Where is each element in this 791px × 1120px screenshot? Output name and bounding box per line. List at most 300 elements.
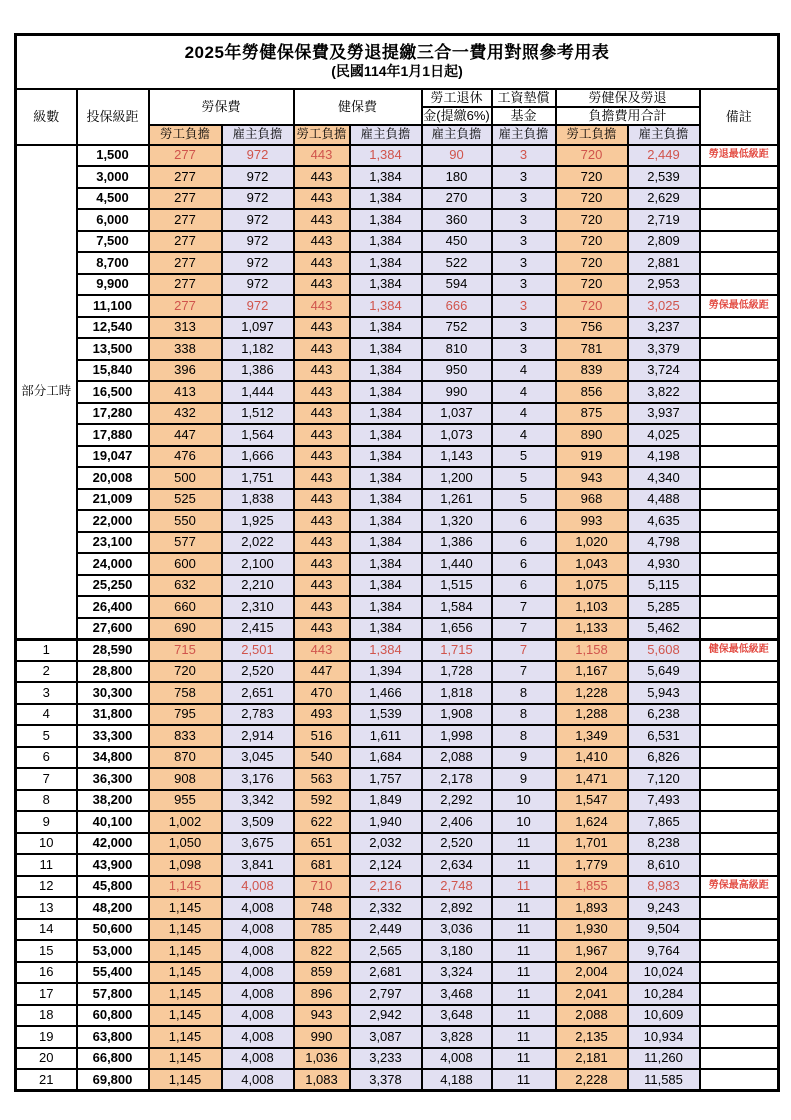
value-cell: 972	[222, 295, 294, 317]
value-cell: 2,520	[222, 661, 294, 683]
value-cell: 908	[149, 768, 222, 790]
table-row	[16, 682, 779, 704]
value-cell: 443	[294, 510, 350, 532]
table-row	[16, 768, 779, 790]
value-cell: 2,797	[350, 983, 422, 1005]
value-cell: 11	[492, 1026, 556, 1048]
value-cell: 943	[294, 1005, 350, 1027]
value-cell: 476	[149, 446, 222, 468]
value-cell: 443	[294, 209, 350, 231]
value-cell: 2,629	[628, 188, 700, 210]
value-cell: 870	[149, 747, 222, 769]
table-row	[16, 231, 779, 253]
value-cell: 450	[422, 231, 492, 253]
value-cell: 7,493	[628, 790, 700, 812]
value-cell: 1,728	[422, 661, 492, 683]
value-cell: 1,384	[350, 403, 422, 425]
value-cell: 856	[556, 381, 628, 403]
value-cell: 443	[294, 596, 350, 618]
value-cell: 1,779	[556, 854, 628, 876]
remark-cell	[700, 596, 779, 618]
value-cell: 11	[492, 833, 556, 855]
value-cell: 2,953	[628, 274, 700, 296]
subheader-total-employer: 雇主負擔	[628, 125, 700, 145]
value-cell: 1,838	[222, 489, 294, 511]
table-row	[16, 317, 779, 339]
value-cell: 2,501	[222, 639, 294, 661]
table-row	[16, 166, 779, 188]
value-cell: 2,210	[222, 575, 294, 597]
value-cell: 3	[492, 209, 556, 231]
value-cell: 1,515	[422, 575, 492, 597]
col-header-total-line2: 負擔費用合計	[556, 107, 700, 125]
value-cell: 968	[556, 489, 628, 511]
value-cell: 6,238	[628, 704, 700, 726]
value-cell: 443	[294, 403, 350, 425]
value-cell: 313	[149, 317, 222, 339]
value-cell: 443	[294, 317, 350, 339]
value-cell: 1,384	[350, 360, 422, 382]
value-cell: 1,384	[350, 188, 422, 210]
value-cell: 5,649	[628, 661, 700, 683]
value-cell: 1,384	[350, 596, 422, 618]
value-cell: 1,384	[350, 231, 422, 253]
bracket-cell: 3,000	[77, 166, 149, 188]
table-row	[16, 338, 779, 360]
value-cell: 3,237	[628, 317, 700, 339]
value-cell: 6	[492, 532, 556, 554]
value-cell: 752	[422, 317, 492, 339]
table-row	[16, 145, 779, 167]
value-cell: 1,384	[350, 553, 422, 575]
value-cell: 3	[492, 274, 556, 296]
table-row	[16, 510, 779, 532]
table-row	[16, 575, 779, 597]
value-cell: 1,002	[149, 811, 222, 833]
value-cell: 443	[294, 618, 350, 640]
value-cell: 972	[222, 209, 294, 231]
table-row	[16, 1048, 779, 1070]
value-cell: 622	[294, 811, 350, 833]
remark-cell	[700, 983, 779, 1005]
value-cell: 2,942	[350, 1005, 422, 1027]
value-cell: 594	[422, 274, 492, 296]
value-cell: 1,097	[222, 317, 294, 339]
value-cell: 493	[294, 704, 350, 726]
value-cell: 4,008	[422, 1048, 492, 1070]
bracket-cell: 9,900	[77, 274, 149, 296]
bracket-cell: 60,800	[77, 1005, 149, 1027]
value-cell: 1,145	[149, 962, 222, 984]
value-cell: 8,610	[628, 854, 700, 876]
value-cell: 10,609	[628, 1005, 700, 1027]
level-cell: 10	[16, 833, 77, 855]
level-cell: 7	[16, 768, 77, 790]
value-cell: 6	[492, 553, 556, 575]
bracket-cell: 17,280	[77, 403, 149, 425]
remark-cell	[700, 360, 779, 382]
value-cell: 5	[492, 446, 556, 468]
value-cell: 5,462	[628, 618, 700, 640]
value-cell: 4,008	[222, 1069, 294, 1091]
value-cell: 443	[294, 166, 350, 188]
value-cell: 360	[422, 209, 492, 231]
value-cell: 720	[556, 295, 628, 317]
subheader-li-employee: 勞工負擔	[149, 125, 222, 145]
value-cell: 1,512	[222, 403, 294, 425]
value-cell: 1,384	[350, 166, 422, 188]
value-cell: 5,943	[628, 682, 700, 704]
table-row	[16, 1069, 779, 1091]
value-cell: 3,342	[222, 790, 294, 812]
bracket-cell: 1,500	[77, 145, 149, 167]
value-cell: 2,100	[222, 553, 294, 575]
value-cell: 1,050	[149, 833, 222, 855]
bracket-cell: 13,500	[77, 338, 149, 360]
remark-cell	[700, 725, 779, 747]
value-cell: 2,914	[222, 725, 294, 747]
value-cell: 1,394	[350, 661, 422, 683]
value-cell: 11	[492, 940, 556, 962]
value-cell: 720	[556, 252, 628, 274]
value-cell: 11	[492, 1069, 556, 1091]
value-cell: 1,384	[350, 510, 422, 532]
value-cell: 1,701	[556, 833, 628, 855]
table-row	[16, 403, 779, 425]
table-row	[16, 725, 779, 747]
value-cell: 3	[492, 166, 556, 188]
value-cell: 11	[492, 854, 556, 876]
remark-cell	[700, 188, 779, 210]
value-cell: 2,181	[556, 1048, 628, 1070]
value-cell: 3	[492, 338, 556, 360]
value-cell: 10,934	[628, 1026, 700, 1048]
value-cell: 8	[492, 682, 556, 704]
value-cell: 1,320	[422, 510, 492, 532]
value-cell: 8,238	[628, 833, 700, 855]
value-cell: 4	[492, 424, 556, 446]
value-cell: 1,471	[556, 768, 628, 790]
value-cell: 563	[294, 768, 350, 790]
value-cell: 822	[294, 940, 350, 962]
value-cell: 2,415	[222, 618, 294, 640]
value-cell: 1,384	[350, 381, 422, 403]
table-row	[16, 188, 779, 210]
bracket-cell: 36,300	[77, 768, 149, 790]
remark-cell: 勞保最低級距	[700, 295, 779, 317]
header-row-groups	[16, 89, 779, 107]
value-cell: 8,983	[628, 876, 700, 898]
table-title-block	[16, 35, 779, 89]
table-row	[16, 811, 779, 833]
remark-cell	[700, 897, 779, 919]
value-cell: 1,384	[350, 209, 422, 231]
remark-cell	[700, 467, 779, 489]
bracket-cell: 17,880	[77, 424, 149, 446]
value-cell: 3,025	[628, 295, 700, 317]
value-cell: 1,849	[350, 790, 422, 812]
remark-cell	[700, 446, 779, 468]
value-cell: 1,384	[350, 639, 422, 661]
bracket-cell: 21,009	[77, 489, 149, 511]
remark-cell	[700, 704, 779, 726]
value-cell: 443	[294, 575, 350, 597]
bracket-cell: 48,200	[77, 897, 149, 919]
value-cell: 7,865	[628, 811, 700, 833]
table-row	[16, 639, 779, 661]
value-cell: 1,043	[556, 553, 628, 575]
col-header-pension-line2: 金(提繳6%)	[423, 107, 490, 123]
col-header-remark: 備註	[700, 89, 779, 145]
value-cell: 4	[492, 403, 556, 425]
level-cell: 4	[16, 704, 77, 726]
value-cell: 972	[222, 145, 294, 167]
value-cell: 3,180	[422, 940, 492, 962]
bracket-cell: 66,800	[77, 1048, 149, 1070]
value-cell: 3,324	[422, 962, 492, 984]
level-cell: 16	[16, 962, 77, 984]
value-cell: 338	[149, 338, 222, 360]
level-cell: 12	[16, 876, 77, 898]
value-cell: 890	[556, 424, 628, 446]
value-cell: 3	[492, 252, 556, 274]
value-cell: 1,143	[422, 446, 492, 468]
bracket-cell: 30,300	[77, 682, 149, 704]
value-cell: 2,881	[628, 252, 700, 274]
value-cell: 2,748	[422, 876, 492, 898]
value-cell: 443	[294, 145, 350, 167]
value-cell: 2,783	[222, 704, 294, 726]
table-row	[16, 467, 779, 489]
value-cell: 2,124	[350, 854, 422, 876]
remark-cell	[700, 575, 779, 597]
table-row	[16, 854, 779, 876]
value-cell: 2,565	[350, 940, 422, 962]
value-cell: 1,384	[350, 317, 422, 339]
value-cell: 1,925	[222, 510, 294, 532]
bracket-cell: 42,000	[77, 833, 149, 855]
value-cell: 443	[294, 424, 350, 446]
value-cell: 4,798	[628, 532, 700, 554]
value-cell: 11	[492, 962, 556, 984]
value-cell: 1,611	[350, 725, 422, 747]
value-cell: 1,073	[422, 424, 492, 446]
value-cell: 1,386	[422, 532, 492, 554]
value-cell: 277	[149, 166, 222, 188]
table-row	[16, 274, 779, 296]
value-cell: 1,036	[294, 1048, 350, 1070]
remark-cell	[700, 317, 779, 339]
value-cell: 1,145	[149, 1026, 222, 1048]
value-cell: 11	[492, 919, 556, 941]
level-cell: 17	[16, 983, 77, 1005]
value-cell: 1,145	[149, 983, 222, 1005]
value-cell: 1,384	[350, 489, 422, 511]
value-cell: 3	[492, 231, 556, 253]
value-cell: 9,504	[628, 919, 700, 941]
level-cell: 5	[16, 725, 77, 747]
table-row	[16, 833, 779, 855]
value-cell: 2,539	[628, 166, 700, 188]
level-cell: 2	[16, 661, 77, 683]
value-cell: 972	[222, 252, 294, 274]
table-row	[16, 446, 779, 468]
value-cell: 11	[492, 876, 556, 898]
value-cell: 2,032	[350, 833, 422, 855]
value-cell: 3,822	[628, 381, 700, 403]
value-cell: 443	[294, 467, 350, 489]
remark-cell: 勞保最高級距	[700, 876, 779, 898]
value-cell: 1,145	[149, 940, 222, 962]
value-cell: 1,145	[149, 876, 222, 898]
table-row	[16, 532, 779, 554]
table-row	[16, 897, 779, 919]
table-row	[16, 962, 779, 984]
remark-cell	[700, 252, 779, 274]
bracket-cell: 7,500	[77, 231, 149, 253]
bracket-cell: 63,800	[77, 1026, 149, 1048]
level-cell: 11	[16, 854, 77, 876]
value-cell: 785	[294, 919, 350, 941]
value-cell: 11,260	[628, 1048, 700, 1070]
table-row	[16, 295, 779, 317]
value-cell: 1,384	[350, 252, 422, 274]
value-cell: 2,681	[350, 962, 422, 984]
value-cell: 4,008	[222, 897, 294, 919]
value-cell: 550	[149, 510, 222, 532]
value-cell: 3,468	[422, 983, 492, 1005]
value-cell: 4,198	[628, 446, 700, 468]
table-row	[16, 983, 779, 1005]
value-cell: 720	[149, 661, 222, 683]
remark-cell	[700, 1026, 779, 1048]
value-cell: 758	[149, 682, 222, 704]
remark-cell	[700, 532, 779, 554]
value-cell: 592	[294, 790, 350, 812]
value-cell: 1,751	[222, 467, 294, 489]
table-row	[16, 209, 779, 231]
value-cell: 3,176	[222, 768, 294, 790]
value-cell: 577	[149, 532, 222, 554]
value-cell: 277	[149, 252, 222, 274]
value-cell: 2,809	[628, 231, 700, 253]
value-cell: 470	[294, 682, 350, 704]
value-cell: 1,145	[149, 919, 222, 941]
value-cell: 4,488	[628, 489, 700, 511]
level-cell: 15	[16, 940, 77, 962]
value-cell: 447	[149, 424, 222, 446]
value-cell: 2,228	[556, 1069, 628, 1091]
value-cell: 1,384	[350, 618, 422, 640]
remark-cell	[700, 338, 779, 360]
value-cell: 9	[492, 768, 556, 790]
value-cell: 756	[556, 317, 628, 339]
value-cell: 6,826	[628, 747, 700, 769]
value-cell: 1,384	[350, 446, 422, 468]
value-cell: 1,288	[556, 704, 628, 726]
value-cell: 720	[556, 209, 628, 231]
value-cell: 3,841	[222, 854, 294, 876]
value-cell: 516	[294, 725, 350, 747]
value-cell: 2,178	[422, 768, 492, 790]
value-cell: 1,547	[556, 790, 628, 812]
value-cell: 1,384	[350, 532, 422, 554]
table-row	[16, 252, 779, 274]
value-cell: 277	[149, 274, 222, 296]
col-header-total-line1: 勞健保及勞退	[556, 89, 700, 107]
value-cell: 748	[294, 897, 350, 919]
value-cell: 4,008	[222, 1048, 294, 1070]
value-cell: 3	[492, 188, 556, 210]
subheader-total-employee: 勞工負擔	[556, 125, 628, 145]
value-cell: 396	[149, 360, 222, 382]
bracket-cell: 22,000	[77, 510, 149, 532]
value-cell: 1,133	[556, 618, 628, 640]
value-cell: 7	[492, 639, 556, 661]
value-cell: 600	[149, 553, 222, 575]
page-title: 2025年勞健保保費及勞退提繳三合一費用對照參考用表	[184, 43, 610, 63]
bracket-cell: 50,600	[77, 919, 149, 941]
value-cell: 810	[422, 338, 492, 360]
remark-cell	[700, 940, 779, 962]
value-cell: 447	[294, 661, 350, 683]
subheader-wage-fund-employer: 雇主負擔	[492, 125, 556, 145]
value-cell: 3	[492, 317, 556, 339]
value-cell: 3	[492, 145, 556, 167]
remark-cell	[700, 661, 779, 683]
value-cell: 1,930	[556, 919, 628, 941]
table-row	[16, 424, 779, 446]
value-cell: 4,008	[222, 983, 294, 1005]
value-cell: 432	[149, 403, 222, 425]
col-header-wage-fund-line1: 工資墊償	[492, 89, 556, 107]
subheader-hi-employee: 勞工負擔	[294, 125, 350, 145]
value-cell: 1,384	[350, 467, 422, 489]
value-cell: 443	[294, 532, 350, 554]
table-row	[16, 489, 779, 511]
value-cell: 795	[149, 704, 222, 726]
bracket-cell: 6,000	[77, 209, 149, 231]
remark-cell	[700, 209, 779, 231]
bracket-cell: 69,800	[77, 1069, 149, 1091]
bracket-cell: 38,200	[77, 790, 149, 812]
table-row	[16, 381, 779, 403]
value-cell: 8	[492, 725, 556, 747]
value-cell: 500	[149, 467, 222, 489]
value-cell: 1,908	[422, 704, 492, 726]
value-cell: 4	[492, 381, 556, 403]
value-cell: 2,310	[222, 596, 294, 618]
value-cell: 720	[556, 274, 628, 296]
value-cell: 3,828	[422, 1026, 492, 1048]
value-cell: 972	[222, 231, 294, 253]
value-cell: 10,024	[628, 962, 700, 984]
table-row	[16, 704, 779, 726]
page-subtitle: (民國114年1月1日起)	[331, 63, 463, 80]
value-cell: 1,384	[350, 575, 422, 597]
bracket-cell: 15,840	[77, 360, 149, 382]
remark-cell	[700, 854, 779, 876]
value-cell: 277	[149, 209, 222, 231]
table-row	[16, 1026, 779, 1048]
value-cell: 3,045	[222, 747, 294, 769]
value-cell: 681	[294, 854, 350, 876]
value-cell: 1,444	[222, 381, 294, 403]
value-cell: 1,349	[556, 725, 628, 747]
table-row	[16, 876, 779, 898]
value-cell: 651	[294, 833, 350, 855]
value-cell: 4,008	[222, 876, 294, 898]
